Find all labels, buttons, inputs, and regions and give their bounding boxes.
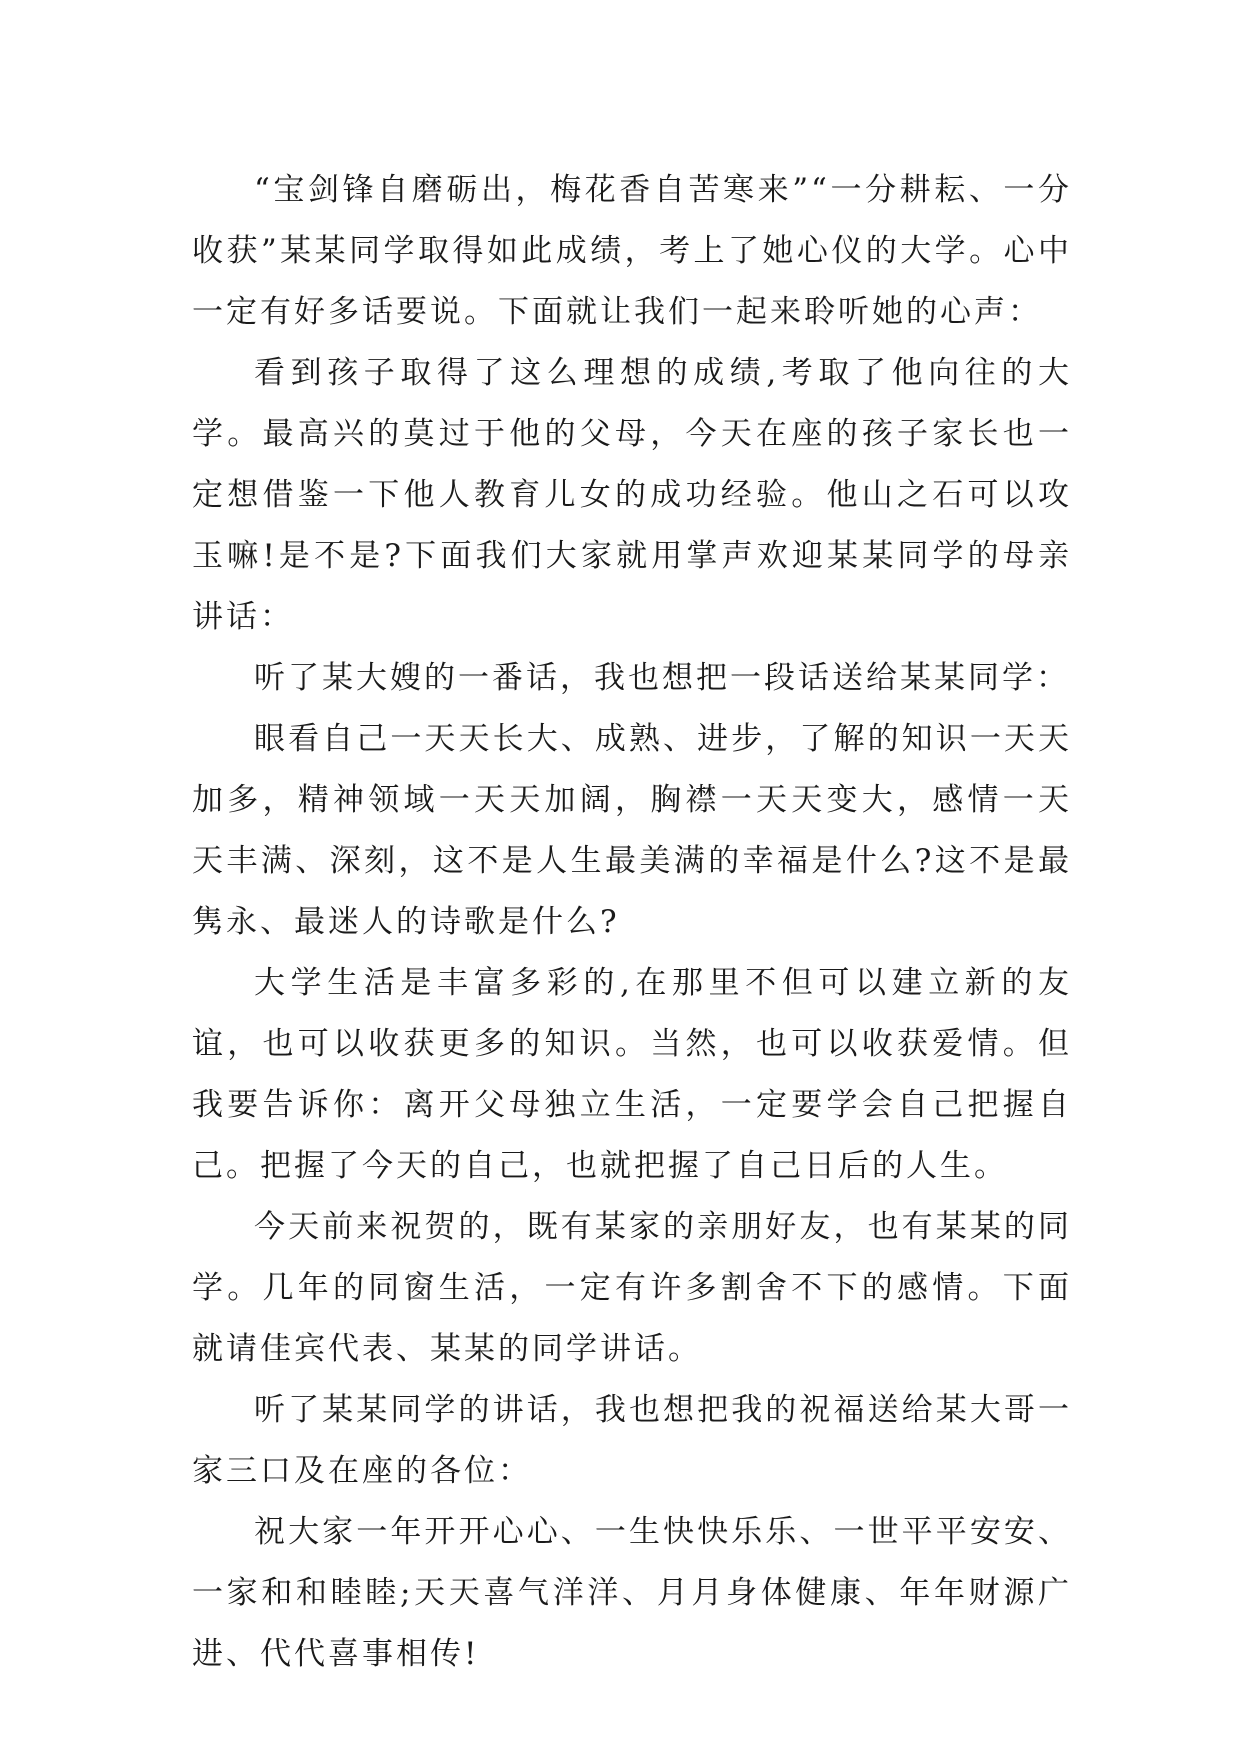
paragraph-parents-intro: 看到孩子取得了这么理想的成绩,考取了他向往的大学。最高兴的莫过于他的父母，今天在座的孩子家长也一定想借鉴一下他人教育儿女的成功经验。他山之石可以攻玉嘛!是不是?下面我们大家就用掌声欢迎某某同学的母亲讲话： <box>192 355 1072 635</box>
paragraph-guests-intro: 今天前来祝贺的，既有某家的亲朋好友，也有某某的同学。几年的同窗生活，一定有许多割舍不下的感情。下面就请佳宾代表、某某的同学讲话。 <box>192 1209 1072 1367</box>
document-body <box>192 160 1072 1685</box>
paragraph-blessing-intro: 听了某某同学的讲话，我也想把我的祝福送给某大哥一家三口及在座的各位： <box>192 1392 1072 1489</box>
paragraph-host-response: 听了某大嫂的一番话，我也想把一段话送给某某同学： <box>254 660 1070 696</box>
paragraph-college-advice: 大学生活是丰富多彩的,在那里不但可以建立新的友谊，也可以收获更多的知识。当然，也可以收获爱情。但我要告诉你：离开父母独立生活，一定要学会自己把握自己。把握了今天的自己，也就把握了自己日后的人生。 <box>192 965 1072 1184</box>
paragraph-growth-poem: 眼看自己一天天长大、成熟、进步，了解的知识一天天加多，精神领域一天天加阔，胸襟一天天变大，感情一天天丰满、深刻，这不是人生最美满的幸福是什么?这不是最隽永、最迷人的诗歌是什么? <box>192 721 1072 940</box>
paragraph-opening-quote: “宝剑锋自磨砺出，梅花香自苦寒来”“一分耕耘、一分收获”某某同学取得如此成绩，考上了她心仪的大学。心中一定有好多话要说。下面就让我们一起来聆听她的心声： <box>192 172 1072 330</box>
paragraph-closing-blessing: 祝大家一年开开心心、一生快快乐乐、一世平平安安、一家和和睦睦;天天喜气洋洋、月月身体健康、年年财源广进、代代喜事相传! <box>192 1514 1072 1672</box>
